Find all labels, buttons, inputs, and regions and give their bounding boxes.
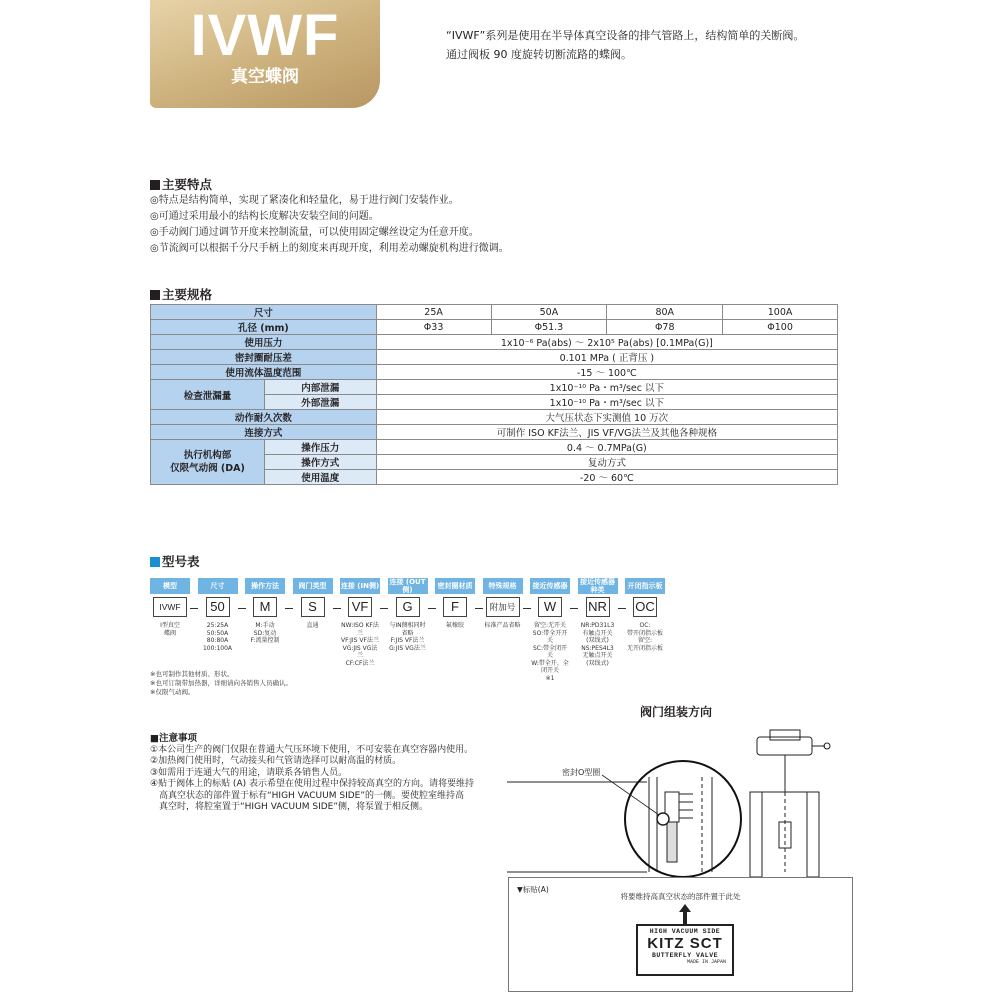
model-code-item [340,578,380,667]
install-direction-title: 阀门组装方向 [640,705,713,719]
model-code-desc: OC: 带开闭指示板 留空: 无开闭指示板 [626,622,663,652]
model-code-label: 开闭指示板 [625,578,665,594]
intro-line-2: 通过阀板 90 度旋转切断流路的蝶阀。 [446,48,632,61]
caution-item: ①本公司生产的阀门仅限在普通大气压环境下使用，不可安装在真空容器内使用。 [150,744,474,755]
table-row [151,380,838,395]
actuator-header [151,440,265,485]
model-code-notes [150,670,292,697]
model-code-item [293,578,333,630]
model-code-label: 接近传感器种类 [578,578,618,594]
valve-assembly-diagram [507,722,854,877]
model-code-item [435,578,475,630]
note-item: ※也可订制带加热器，详细请向各销售人员确认。 [150,679,292,687]
intro-line-1: “IVWF”系列是使用在半导体真空设备的排气管路上，结构简单的关断阀。 [446,29,805,42]
model-code-label: 阀门类型 [293,578,333,594]
size-cell: 100A [723,305,838,320]
model-code-desc: M:手动 SD:复动 F:流量控制 [250,622,280,644]
table-row [151,410,838,425]
model-code-heading: 型号表 [150,552,200,570]
note-item: ※仅限气动阀。 [150,688,195,696]
model-code-desc: 25:25A 50:50A 80:80A 100:100A [202,622,233,652]
features-list [150,193,509,257]
leak-in-header: 内部泄漏 [264,380,376,395]
table-row [151,425,838,440]
table-row [151,305,838,320]
size-header: 尺寸 [151,305,377,320]
detail-circle [625,761,741,877]
op-method-header: 操作方式 [264,455,376,470]
feature-item: ◎手动阀门通过调节开度来控制流量，可以使用固定螺丝设定为任意开度。 [150,227,479,238]
model-code-box: W [538,597,562,617]
label-a-box [508,877,853,992]
model-code-box: OC [633,597,657,617]
size-cell: 25A [376,305,491,320]
model-code-box: M [253,597,277,617]
model-code-desc: 直通 [306,622,319,629]
pressure-header: 使用压力 [151,335,377,350]
flange-section-drawing [507,777,712,872]
caution-item-cont: 高真空状态的部件置于标有“HIGH VACUUM SIDE”的一侧。要使腔室维持高 [159,790,464,801]
model-code-box: IVWF [153,597,187,617]
model-subtitle: 真空蝶阀 [231,67,299,87]
model-code-label: 连接 (IN侧) [340,578,380,594]
size-cell: 80A [607,305,723,320]
model-code-desc: 标准产品省略 [484,622,521,629]
caution-item: ④贴于阀体上的标贴 (A) 表示希望在使用过程中保持较高真空的方向。请将要维持 [150,779,474,789]
table-row [151,335,838,350]
spec-heading: 主要规格 [150,285,212,303]
bore-cell: Φ51.3 [491,320,607,335]
actuator-label-2: 仅限气动阀 (DA) [170,463,245,474]
square-bullet-icon [150,557,160,567]
bore-header: 孔径 (mm) [151,320,377,335]
model-code-label: 模型 [150,578,190,594]
leak-in-value: 1x10⁻¹⁰ Pa・m³/sec 以下 [376,380,837,395]
feature-item: ◎节流阀可以根据千分尺手柄上的刻度来再现开度，利用差动螺旋机构进行微调。 [150,243,509,254]
fluid-temp-header: 使用流体温度范围 [151,365,377,380]
model-code-item [198,578,238,652]
seal-o-ring-label: 密封O型圈 [562,768,601,777]
durability-header: 动作耐久次数 [151,410,377,425]
seal-header: 密封圈耐压差 [151,350,377,365]
model-code-box: NR [586,597,610,617]
butterfly-valve-drawing [750,730,830,877]
table-row [151,440,838,455]
connection-value: 可制作 ISO KF法兰、JIS VF/VG法兰及其他各种规格 [376,425,837,440]
plate-made-in: MADE IN JAPAN [686,959,726,965]
feature-item: ◎可通过采用最小的结构长度解决安装空间的问题。 [150,211,379,222]
table-row [151,350,838,365]
plate-brand-logo: KITZ SCT [647,935,723,952]
model-code-desc: 留空:无开关 SO:带全开开关 SC:带全闭开关 W:带全开、全闭开关 ※1 [531,622,569,682]
bore-cell: Φ33 [376,320,491,335]
table-row [151,320,838,335]
spec-table [150,304,838,485]
arrow-up-icon [679,904,691,924]
op-temp-header: 使用温度 [264,470,376,485]
model-code-item [625,578,665,652]
model-code-desc: 与IN侧相同时省略 F:JIS VF法兰 G:JIS VG法兰 [389,622,426,652]
plate-high-vacuum: HIGH VACUUM SIDE [649,928,721,935]
model-code-label: 特殊规格 [483,578,523,594]
op-pressure-header: 操作压力 [264,440,376,455]
fluid-temp-value: -15 ～ 100℃ [376,365,837,380]
model-code-box: F [443,597,467,617]
title-banner [150,0,380,108]
keep-vacuum-text: 将要维持高真空状态的部件置于此处 [620,892,741,901]
model-code-box: VF [348,597,372,617]
model-code-desc: I型真空 蝶阀 [160,622,180,637]
model-code-item [245,578,285,645]
caution-item: ②加热阀门使用时，气动接头和气管请选择可以耐高温的材质。 [150,756,402,766]
leak-out-value: 1x10⁻¹⁰ Pa・m³/sec 以下 [376,395,837,410]
leak-header: 检查泄漏量 [151,380,265,410]
op-method-value: 复动方式 [376,455,837,470]
square-bullet-icon [150,180,160,190]
plate-butterfly: BUTTERFLY VALVE [651,952,718,959]
model-code-label: 操作方法 [245,578,285,594]
model-code-label: 接近传感器 [530,578,570,594]
intro-text [446,26,866,64]
leak-out-header: 外部泄漏 [264,395,376,410]
model-code-item [578,578,618,667]
model-code-label: 密封圈材质 [435,578,475,594]
feature-item: ◎特点是结构简单，实现了紧凑化和轻量化，易于进行阀门安装作业。 [150,195,459,206]
pressure-value: 1x10⁻⁶ Pa(abs) ～ 2x10⁵ Pa(abs) [0.1MPa(G)] [376,335,837,350]
size-cell: 50A [491,305,607,320]
model-code-box: S [301,597,325,617]
durability-value: 大气压状态下实测值 10 万次 [376,410,837,425]
note-item: ※也可制作其他材质、形状。 [150,670,234,678]
actuator-label-1: 执行机构部 [183,450,232,461]
model-code-desc: 氟橡胶 [445,622,464,629]
square-bullet-icon [150,290,160,300]
model-code-box: G [396,597,420,617]
model-code-item [483,578,523,630]
kitz-label-plate [636,924,734,976]
model-code-box: 50 [206,597,230,617]
model-code-box: 附加号 [486,597,520,617]
op-temp-value: -20 ～ 60℃ [376,470,837,485]
table-row [151,365,838,380]
caution-item-cont: 真空时，将腔室置于“HIGH VACUUM SIDE”侧，将泵置于相反侧。 [159,802,428,812]
model-title: IVWF [190,3,340,68]
caution-section [150,733,490,814]
caution-heading: ■注意事项 [150,733,197,744]
model-code-chart [150,578,710,682]
model-code-item [388,578,428,652]
bore-cell: Φ100 [723,320,838,335]
connection-header: 连接方式 [151,425,377,440]
bore-cell: Φ78 [607,320,723,335]
model-code-desc: NW:ISO KF法兰 VF:JIS VF法兰 VG:JIS VG法兰 CF:CF法兰 [341,622,379,667]
model-code-label: 连接 (OUT侧) [389,578,426,594]
op-pressure-value: 0.4 ～ 0.7MPa(G) [376,440,837,455]
caution-item: ③如需用于连通大气的用途，请联系各销售人员。 [150,767,348,778]
model-code-item [150,578,190,637]
model-code-label: 尺寸 [198,578,238,594]
seal-value: 0.101 MPa ( 正背压 ) [376,350,837,365]
model-code-desc: NR:PD31L3 有触点开关 (双线式) NS:PES4L3 无触点开关 (双线式) [580,622,615,667]
label-caption: ▼标贴(A) [517,885,549,894]
model-code-item [530,578,570,682]
features-heading: 主要特点 [150,175,212,193]
